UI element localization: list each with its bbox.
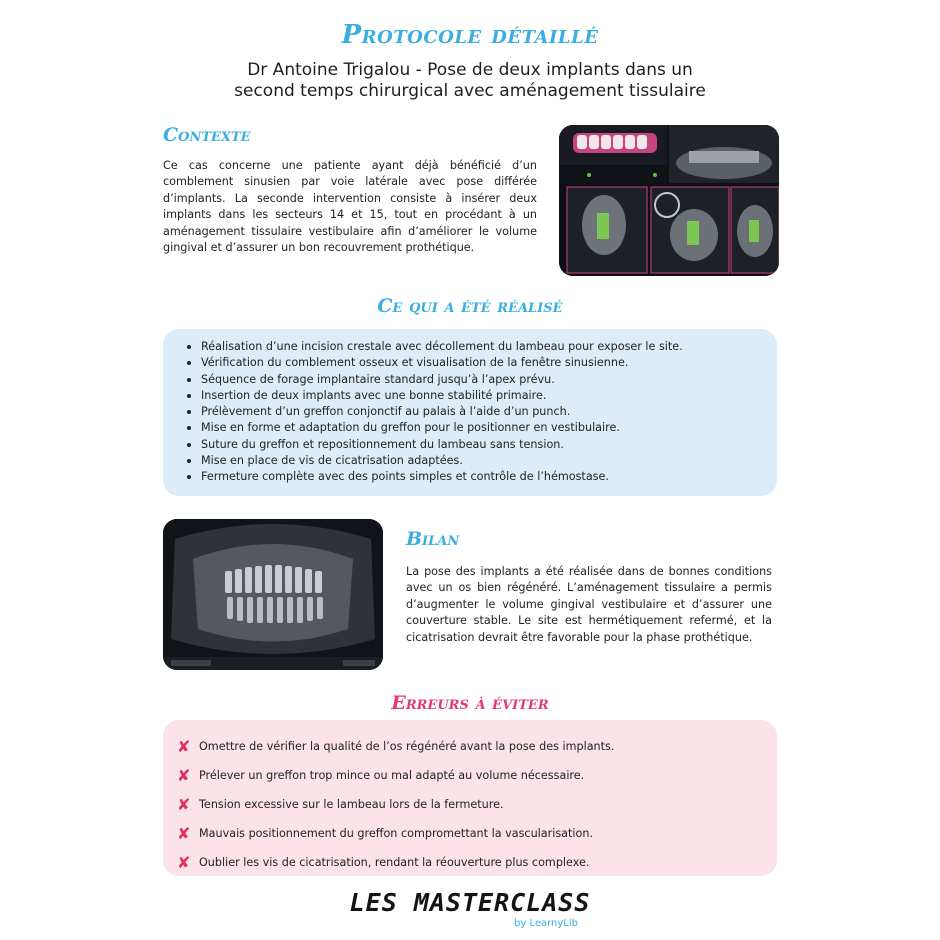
cross-icon: ✘: [177, 823, 191, 843]
error-text: Tension excessive sur le lambeau lors de la fermeture.: [199, 798, 504, 811]
list-item: [177, 761, 761, 790]
list-item: [177, 790, 761, 819]
realise-panel: [163, 329, 777, 496]
list-item: Prélèvement d’un greffon conjonctif au palais à l’aide d’un punch.: [187, 404, 757, 420]
list-item: Mise en place de vis de cicatrisation adaptées.: [187, 453, 757, 469]
list-item: [177, 819, 761, 848]
list-item: Réalisation d’une incision crestale avec décollement du lambeau pour exposer le site.: [187, 339, 757, 355]
contexte-text: Ce cas concerne une patiente ayant déjà bénéficié d’un comblement sinusien par voie latérale avec pose différée d’implants. La seconde intervention consiste à insérer deux implants dans les secteurs 14 et 15, tout en procédant à un aménagement tissulaire vestibulaire afin d’améliorer le volume gingival et d’assurer un bon recouvrement prothétique.: [163, 159, 537, 255]
erreurs-heading: Erreurs à éviter: [391, 692, 549, 714]
contexte-heading: Contexte: [163, 124, 251, 146]
list-item: Mise en forme et adaptation du greffon pour le positionner en vestibulaire.: [187, 420, 757, 436]
error-text: Mauvais positionnement du greffon compromettant la vascularisation.: [199, 827, 593, 840]
list-item: Séquence de forage implantaire standard jusqu’à l’apex prévu.: [187, 372, 757, 388]
realise-list: [187, 339, 757, 486]
bilan-text: La pose des implants a été réalisée dans de bonnes conditions avec un os bien régénéré. L’aménagement tissulaire a permis d’augmenter le volume gingival vestibulaire et d’assurer une couverture stable. Le site est hermétiquement refermé, et la cicatrisation devrait être favorable pour la phase prothétique.: [406, 565, 772, 644]
subtitle-line-2: second temps chirurgical avec aménagement tissulaire: [234, 81, 706, 101]
error-text: Prélever un greffon trop mince ou mal adapté au volume nécessaire.: [199, 769, 585, 782]
brand-byline: by LearnyLib: [514, 918, 579, 929]
list-item: Vérification du comblement osseux et visualisation de la fenêtre sinusienne.: [187, 355, 757, 371]
subtitle-line-1: Dr Antoine Trigalou - Pose de deux implants dans un: [247, 60, 693, 80]
cross-icon: ✘: [177, 765, 191, 785]
page-title: Protocole détaillé: [341, 20, 599, 50]
error-text: Omettre de vérifier la qualité de l’os régénéré avant la pose des implants.: [199, 740, 615, 753]
list-item: Fermeture complète avec des points simples et contrôle de l’hémostase.: [187, 469, 757, 485]
brand-logo: LES MASTERCLASS: [349, 888, 591, 917]
cbct-planning-image: [559, 125, 779, 276]
list-item: [177, 732, 761, 761]
list-item: [177, 848, 761, 877]
cross-icon: ✘: [177, 852, 191, 872]
erreurs-panel: [163, 720, 777, 876]
bilan-heading: Bilan: [406, 528, 460, 550]
page-subtitle: [170, 60, 770, 102]
cross-icon: ✘: [177, 794, 191, 814]
error-text: Oublier les vis de cicatrisation, rendant la réouverture plus complexe.: [199, 856, 590, 869]
panoramic-xray-image: [163, 519, 383, 670]
list-item: Suture du greffon et repositionnement du lambeau sans tension.: [187, 437, 757, 453]
realise-heading: Ce qui a été réalisé: [377, 295, 563, 317]
cross-icon: ✘: [177, 736, 191, 756]
list-item: Insertion de deux implants avec une bonne stabilité primaire.: [187, 388, 757, 404]
